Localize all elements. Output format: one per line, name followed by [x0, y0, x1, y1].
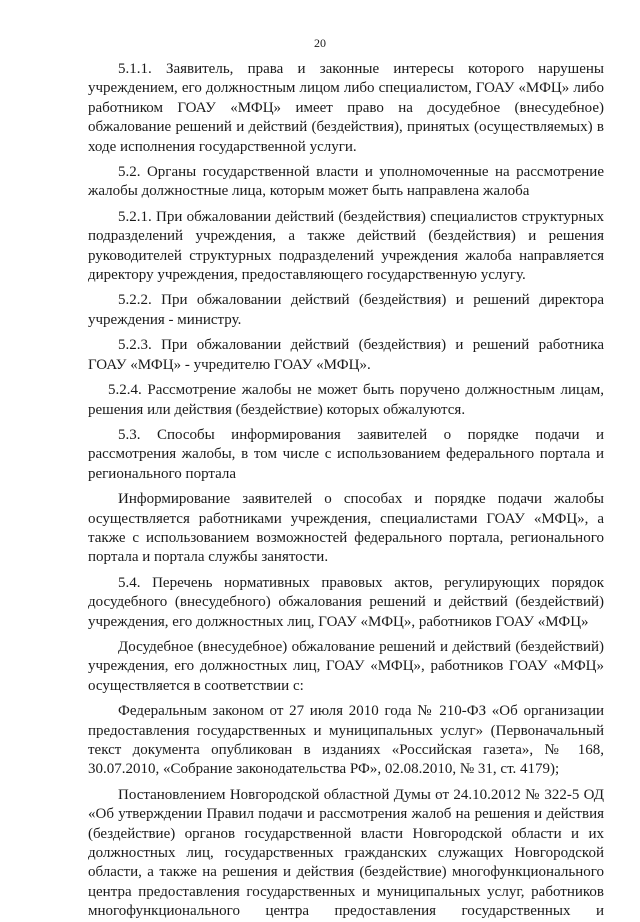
- paragraph-5-2-2: 5.2.2. При обжаловании действий (бездействия) и решений директора учреждения - министру.: [88, 292, 604, 328]
- paragraph-5-2-3: 5.2.3. При обжаловании действий (бездействия) и решений работника ГОАУ «МФЦ» - учредителю ГОАУ «МФЦ».: [88, 337, 604, 373]
- paragraph-5-4-heading: 5.4. Перечень нормативных правовых актов, регулирующих порядок досудебного (внесудебного) обжалования решений и действий (бездействий) учреждения, его должностных лиц, ГОАУ «МФЦ», работников ГОАУ «МФЦ»: [88, 574, 604, 630]
- paragraph-appeal-basis: Досудебное (внесудебное) обжалование решений и действий (бездействий) учреждения, его должностных лиц, ГОАУ «МФЦ», работников ГОАУ «МФЦ» осуществляется в соответствии с:: [88, 638, 604, 694]
- page-number: 20: [314, 36, 326, 50]
- paragraph-5-2-1: 5.2.1. При обжаловании действий (бездействия) специалистов структурных подразделений учреждения, а также действий (бездействия) и решения руководителей структурных подразделений учреждения жалоба направляется директору учреждения, предоставляющего государственную услугу.: [88, 208, 604, 284]
- paragraph-5-2-4: 5.2.4. Рассмотрение жалобы не может быть поручено должностным лицам, решения или действия (бездействие) которых обжалуются.: [88, 382, 604, 418]
- paragraph-5-3-heading: 5.3. Способы информирования заявителей о порядке подачи и рассмотрения жалобы, в том числе с использованием федерального портала и регионального портала: [88, 426, 604, 482]
- paragraph-5-2-heading: 5.2. Органы государственной власти и уполномоченные на рассмотрение жалобы должностные лица, которым может быть направлена жалоба: [88, 164, 604, 200]
- paragraph-informing: Информирование заявителей о способах и порядке подачи жалобы осуществляется работниками учреждения, специалистами ГОАУ «МФЦ», а также с использованием возможностей федерального портала, регионального портала и портала службы занятости.: [88, 491, 604, 566]
- document-body: [88, 60, 604, 922]
- paragraph-regional-resolution: Постановлением Новгородской областной Думы от 24.10.2012 № 322-5 ОД «Об утверждении Правил подачи и рассмотрения жалоб на решения и действия (бездействие) органов государственной власти Новгородской области и их должностных лиц, государственных гражданских служащих Новгородской области, а также на решения и действия (бездействие) многофункционального центра предоставления государственных и муниципальных услуг, работников многофункционального центра предоставления государственных и: [88, 786, 604, 920]
- paragraph-5-1-1: 5.1.1. Заявитель, права и законные интересы которого нарушены учреждением, его должностным лицом либо специалистом, ГОАУ «МФЦ» либо работником ГОАУ «МФЦ» имеет право на досудебное (внесудебное) обжалование решений и действий (бездействия), принятых (осуществляемых) в ходе исполнения государственной услуги.: [88, 61, 604, 155]
- paragraph-federal-law: Федеральным законом от 27 июля 2010 года № 210-ФЗ «Об организации предоставления государственных и муниципальных услуг» (Первоначальный текст документа опубликован в изданиях «Российская газета», № 168, 30.07.2010, «Собрание законодательства РФ», 02.08.2010, № 31, ст. 4179);: [88, 703, 604, 778]
